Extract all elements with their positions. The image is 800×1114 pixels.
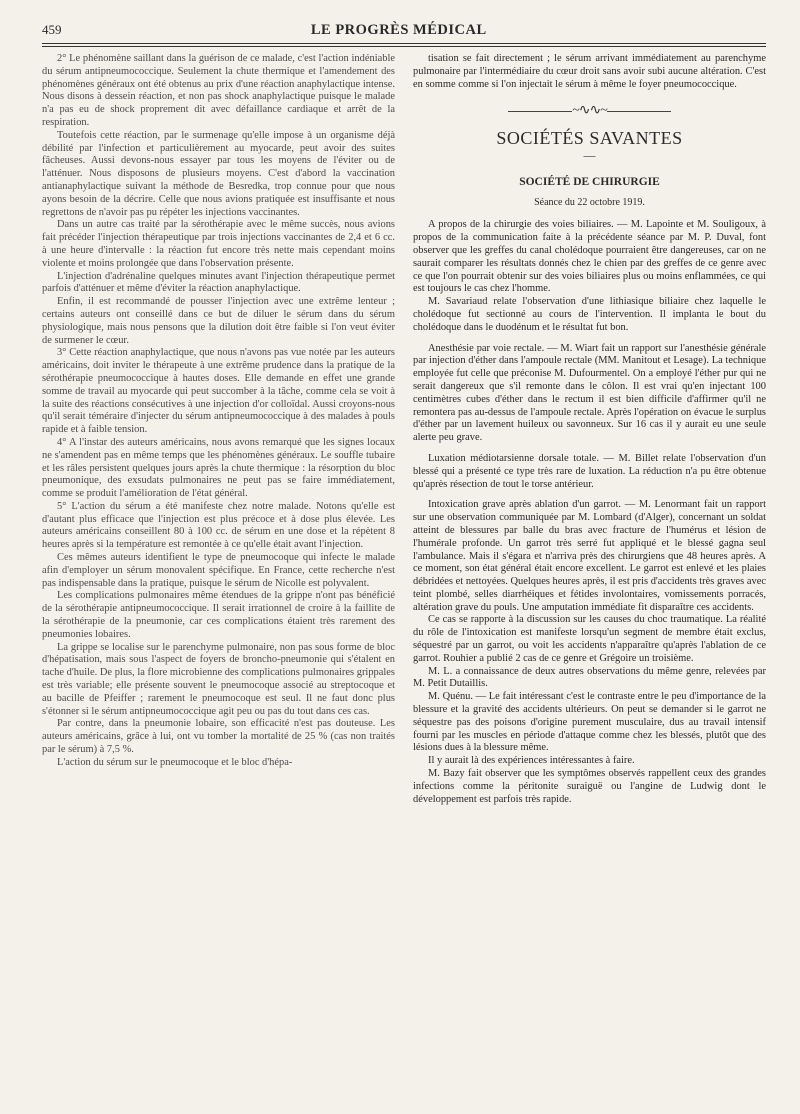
entry-paragraph: Luxation médiotarsienne dorsale totale. — M. Billet relate l'observation d'un blessé qui a présenté ce type très rare de luxation. La réduction n'a pu être obtenue qu'après résection de tout le torse antérieur. <box>413 452 766 490</box>
page-header <box>42 22 766 40</box>
left-paragraph: Toutefois cette réaction, par le surmenage qu'elle impose à un organisme déjà débilité par l'infection et particulièrement au myocarde, peut avoir des suites fâcheuses. Aussi devons-nous essayer par tous les moyens de l'éviter ou de l'atténuer. Nous disposons de plusieurs moyens. C'est d'abord la vaccination antianaphylactique suivant la méthode de Besredka, trop connue pour que nous ayons besoin de la décrire. Celle que nous avions pratiquée est insuffisante et nous regrettons de n'avoir pas pu répéter les injections vaccinantes. <box>42 129 395 218</box>
page-number: 459 <box>42 22 62 37</box>
left-paragraph: Les complications pulmonaires même étendues de la grippe n'ont pas bénéficié de la sérothérapie antipneumococcique. Il serait irrationnel de croire à la faillite de la sérothérapie de la pneumonie, car ces complications étaient très rarement des pneumonies lobaires. <box>42 590 395 640</box>
society-title: SOCIÉTÉ DE CHIRURGIE <box>519 175 660 188</box>
entry-tourniquet <box>413 499 766 806</box>
left-paragraph: Par contre, dans la pneumonie lobaire, son efficacité n'est pas douteuse. Les auteurs américains, grâce à lui, ont vu tomber la mortalité de 25 % (cas non traités par le sérum) à 7,5 %. <box>42 718 395 756</box>
header-rule <box>42 43 766 47</box>
entry-paragraph: M. L. a connaissance de deux autres observations du même genre, relevées par M. Petit Dutaillis. <box>413 665 766 690</box>
entry-paragraph: M. Quénu. — Le fait intéressant c'est le contraste entre le peu d'importance de la blessure et la gravité des accidents ultérieurs. On peut se demander si le garrot ne séquestre pas des poisons d'origine purement musculaire, dus au travail intensif fourni par les muscles en période d'attaque comme chez les blessés, plutôt que des lésions dues à la blessure même. <box>413 691 766 754</box>
left-paragraph: 4° A l'instar des auteurs américains, nous avons remarqué que les signes locaux ne s'amendent pas en même temps que les phénomènes généraux. Le souffle tubaire et les râles persistent quelques jours après la chute thermique : la résorption du bloc pneumonique, des exsudats pulmonaires ne peut pas se faire immédiatement, comme se produit l'amélioration de l'état général. <box>42 436 395 500</box>
columns <box>42 53 766 814</box>
left-paragraph: L'action du sérum sur le pneumocoque et le bloc d'hépa- <box>57 756 293 768</box>
left-paragraph: La grippe se localise sur le parenchyme pulmonaire, non pas sous forme de bloc d'hépatisation, mais sous l'aspect de foyers de broncho-pneumonie qui s'étalent en tache d'huile. De plus, la flore microbienne des complications pulmonaires grippales est très variable; elle présente souvent le pneumocoque associé au streptocoque et au bacille de Pfeiffer ; rarement le pneumocoque est seul. Il ne faut donc plus s'étonner si le sérum antipneumococcique agit peu ou pas du tout dans ces cas. <box>42 641 395 717</box>
section-title: SOCIÉTÉS SAVANTES <box>496 128 683 149</box>
entry-paragraph: M. Savariaud relate l'observation d'une lithiasique biliaire chez laquelle le cholédoque fut sectionné au cours de l'intervention. Il implanta le bout du cholédoque dans le duodénum et le résultat fut bon. <box>413 296 766 333</box>
entry-luxation <box>413 453 766 491</box>
left-paragraph: Enfin, il est recommandé de pousser l'injection avec une extrême lenteur ; certains auteurs ont conseillé dans ce but de diluer le sérum dans du sérum physiologique, mais nous pensons que la dilution doit être faible si l'on veut éviter de surmener le cœur. <box>42 296 395 346</box>
session-date: Séance du 22 octobre 1919. <box>534 196 645 208</box>
entry-biliary <box>413 219 766 334</box>
left-paragraph: 2° Le phénomène saillant dans la guérison de ce malade, c'est l'action indéniable du sérum antipneumococcique. Seulement la chute thermique et l'amendement des phénomènes généraux ont été obtenus au prix d'une réaction anaphylactique intense. Nous disons à dessein réaction, et non pas shock anaphylactique puisque le malade n'a pas eu de shock proprement dit avec défaillance cardiaque et arrêt de la respiration. <box>42 53 395 128</box>
entry-paragraph: Il y aurait là des expériences intéressantes à faire. <box>428 755 635 767</box>
running-title: LE PROGRÈS MÉDICAL <box>310 22 487 38</box>
left-paragraph: 5° L'action du sérum a été manifeste chez notre malade. Notons qu'elle est d'autant plus efficace que l'injection est plus précoce et à dose plus élevée. Les auteurs américains conseillent 80 à 100 cc. de sérum en une dose et la répètent 8 heures après si la température est remontée à ce qu'elle était avant l'injection. <box>42 500 395 551</box>
right-column <box>413 53 766 814</box>
entry-paragraph: A propos de la chirurgie des voies biliaires. — M. Lapointe et M. Souligoux, à propos de la communication faite à la précédente séance par M. P. Duval, font observer que les greffes du canal cholédoque pourraient être dangereuses, car on ne saurait comparer les résultats donnés chez le chien par des greffes de ce genre avec ce que l'on pourrait obtenir sur des voies biliaires plus ou moins enflammées, ce qui est toujours le cas chez l'homme. <box>413 219 766 295</box>
left-paragraph: Ces mêmes auteurs identifient le type de pneumocoque qui infecte le malade afin d'employer un sérum monovalent spécifique. En France, cette recherche n'est pas indispensable dans la pratique, puisque le sérum de Nicolle est polyvalent. <box>42 552 395 589</box>
section-ornament: ~∿∿~ <box>413 105 766 118</box>
section-dash: — <box>583 147 596 162</box>
left-paragraph: 3° Cette réaction anaphylactique, que nous n'avons pas vue notée par les auteurs américains, doit inviter le thérapeute à une extrême prudence dans la pratique de la sérothérapie pneumococcique à hautes doses. Elle demande en effet une grande somme de travail au myocarde qui peut succomber à la tâche, comme cela se voit à la suite des réactions consécutives à une injection d'or colloïdal. Aussi croyons-nous qu'il serait téméraire d'injecter du sérum antipneumococcique à des malades à pouls rapide et à faible tension. <box>42 347 395 436</box>
continuation-paragraph: tisation se fait directement ; le sérum arrivant immédiatement au parenchyme pulmonaire par l'intermédiaire du cœur droit sans avoir subi aucune altération. C'est en somme comme si l'on injectait le sérum à même le foyer pneumococcique. <box>413 53 766 90</box>
entry-paragraph: Intoxication grave après ablation d'un garrot. — M. Lenormant fait un rapport sur une observation communiquée par M. Lombard (d'Alger), concernant un soldat atteint de blessures par balle du bras avec fracture de l'humérus et lésion de l'humérale profonde. Un garrot très serré fut appliqué et le blessé gagna seul l'ambulance. Mais il s'égara et n'arriva près des chirurgiens que 48 heures après. A ce moment, son état général était encore excellent. Le garrot est enlevé et les plaies débridées et nettoyées. Quelques heures après, il est pris d'accidents très graves avec teint plombé, selles diarrhéiques et fétides involontaires, vomissements porracés, altération grave du pouls. Une amputation immédiate fit disparaître ces accidents. <box>413 499 766 613</box>
entry-paragraph: M. Bazy fait observer que les symptômes observés rappellent ceux des grandes infections comme la péritonite suraiguë ou l'angine de Ludwig dont le développement est parfois très rapide. <box>413 768 766 805</box>
left-paragraph: Dans un autre cas traité par la sérothérapie avec le même succès, nous avions fait précéder l'injection thérapeutique par trois injections vaccinantes de 2,4 et 6 cc. à une heure d'intervalle : la réaction fut encore très nette mais cependant moins violente et moins prolongée que dans l'observation présente. <box>42 219 395 269</box>
left-paragraph: L'injection d'adrénaline quelques minutes avant l'injection thérapeutique permet parfois d'atténuer et même d'éviter la réaction anaphylactique. <box>42 270 395 295</box>
left-column <box>42 53 395 814</box>
entry-paragraph: Anesthésie par voie rectale. — M. Wiart fait un rapport sur l'anesthésie générale par injection d'éther dans l'ampoule rectale (MM. Manitout et Lesage). La technique employée fut celle que préconise M. Dufourmentel. On a employé l'éther pur qui ne serait dangereux que s'il remonte dans le côlon. Il est vrai qu'en injectant 100 centimètres cubes d'éther dans le rectum il est bien difficile d'affirmer qu'il ne remontera pas au-dessus de l'ampoule rectale. Après l'opération on évacue le surplus d'éther par un lavement huileux ou savonneux. Sur 16 cas il y aurait eu une seule alerte peu grave. <box>413 342 766 444</box>
entry-rectal-anesthesia <box>413 343 766 445</box>
entry-paragraph: Ce cas se rapporte à la discussion sur les causes du choc traumatique. La réalité du rôle de l'intoxication est manifeste lorsqu'un segment de membre était exclus, séquestré par un garrot, ou voit les accidents n'apparaître qu'après l'ablation de ce garrot. Rouhier a publié 2 cas de ce genre et Grégoire un troisième. <box>413 614 766 664</box>
